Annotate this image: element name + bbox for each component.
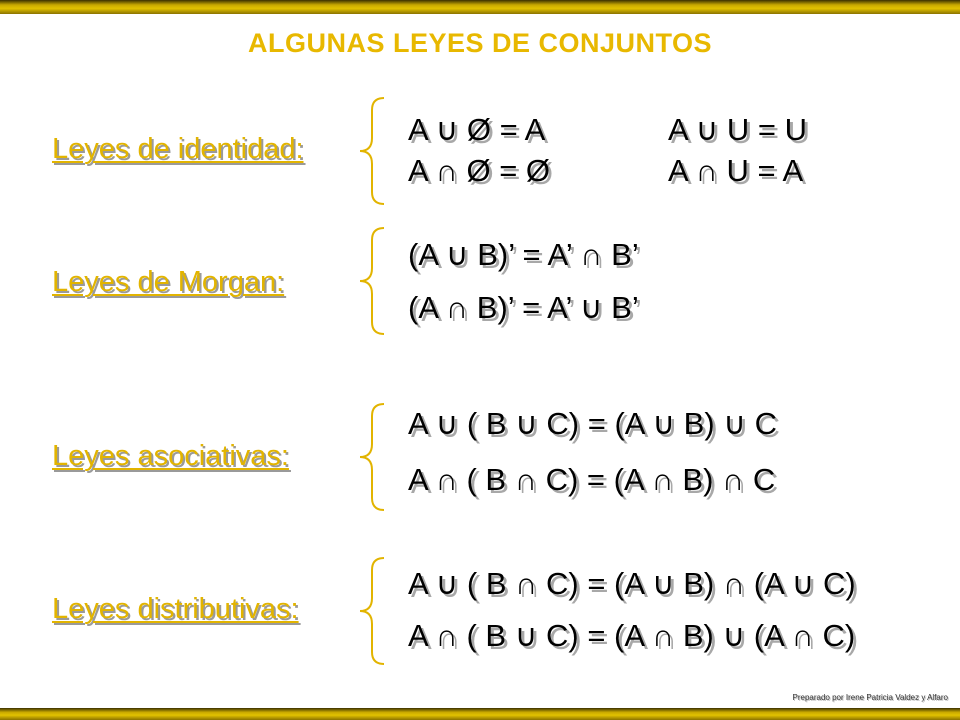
distributive-laws-label: Leyes distributivas:: [52, 593, 299, 625]
distributive-brace: [354, 556, 390, 666]
morgan-union-complement: (A ∪ B)’ = A’ ∩ B’: [408, 237, 639, 272]
identity-brace: [354, 96, 390, 206]
associative-union: A ∪ ( B ∪ C) = (A ∪ B) ∪ C: [408, 406, 777, 441]
top-decorative-bar: [0, 0, 960, 14]
bottom-decorative-bar: [0, 708, 960, 720]
distributive-union-over-intersection: A ∪ ( B ∩ C) = (A ∪ B) ∩ (A ∪ C): [408, 566, 856, 601]
identity-laws-label: Leyes de identidad:: [52, 133, 304, 165]
associative-laws-label: Leyes asociativas:: [52, 440, 289, 472]
morgan-intersection-complement: (A ∩ B)’ = A’ ∪ B’: [408, 290, 639, 325]
morgan-laws-label: Leyes de Morgan:: [52, 266, 285, 298]
morgan-brace: [354, 226, 390, 336]
slide-title: ALGUNAS LEYES DE CONJUNTOS: [247, 28, 713, 58]
identity-union-universe: A ∪ U = U: [668, 112, 807, 147]
associative-brace: [354, 402, 390, 512]
identity-intersection-empty: A ∩ Ø = Ø: [408, 153, 551, 188]
identity-union-empty: A ∪ Ø = A: [408, 112, 546, 147]
associative-intersection: A ∩ ( B ∩ C) = (A ∩ B) ∩ C: [408, 462, 776, 497]
distributive-intersection-over-union: A ∩ ( B ∪ C) = (A ∩ B) ∪ (A ∩ C): [408, 618, 856, 653]
identity-intersection-universe: A ∩ U = A: [668, 153, 804, 188]
author-credit: Preparado por Irene Patricia Valdez y Alfaro: [792, 693, 948, 702]
